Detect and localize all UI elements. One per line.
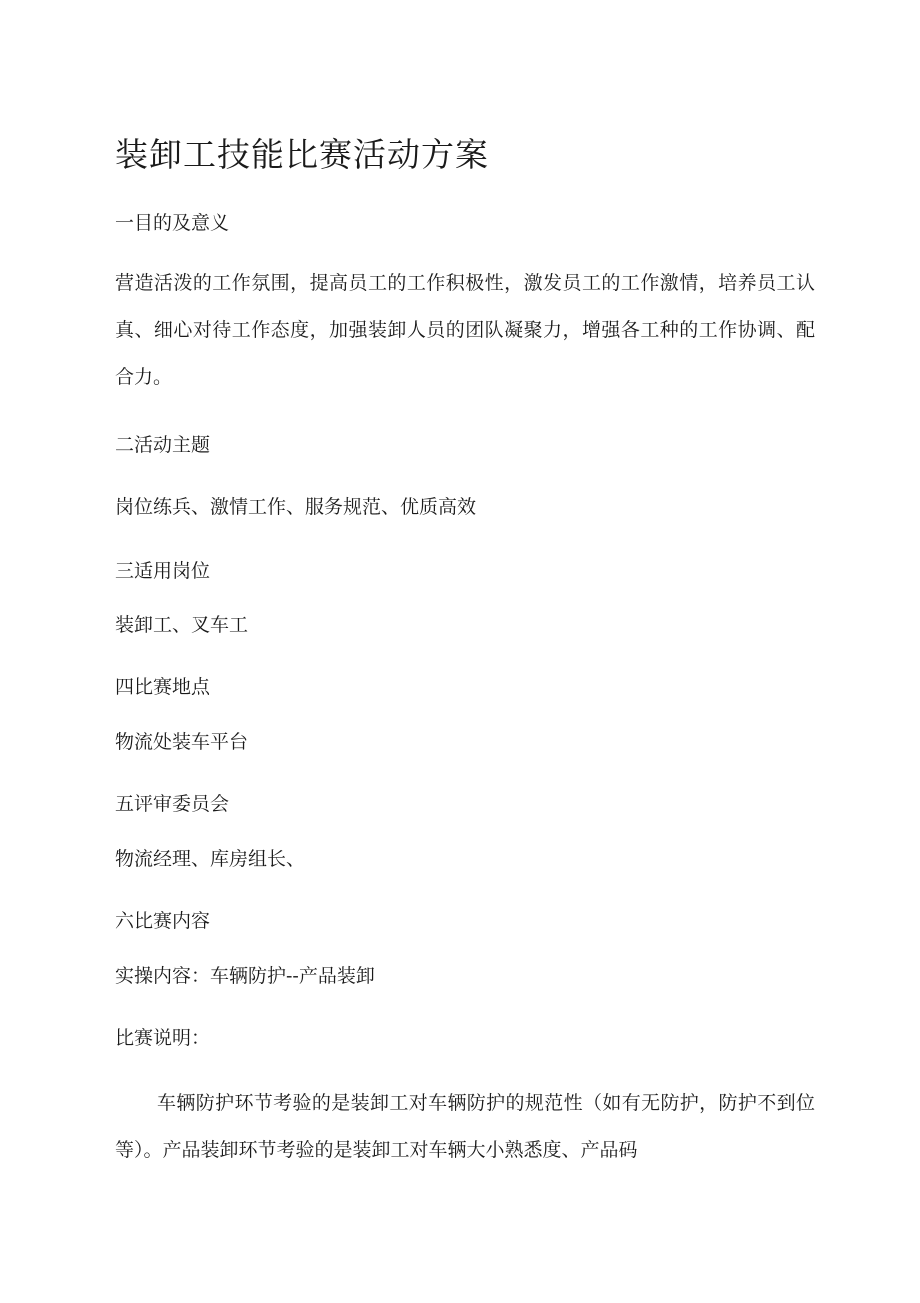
section-text-purpose: 营造活泼的工作氛围，提高员工的工作积极性，激发员工的工作激情，培养员工认真、细心对待工作态度，加强装卸人员的团队凝聚力，增强各工种的工作协调、配合力。 [115,272,815,388]
section-heading-theme: 二活动主题 [115,434,211,456]
section-text-theme: 岗位练兵、激情工作、服务规范、优质高效 [115,496,477,518]
document-title: 装卸工技能比赛活动方案 [115,135,489,174]
section-text-committee: 物流经理、库房组长、 [115,848,306,870]
section-text-notes: 车辆防护环节考验的是装卸工对车辆防护的规范性（如有无防护，防护不到位等）。产品装卸环节考验的是装卸工对车辆大小熟悉度、产品码 [115,1092,815,1161]
section-heading-content: 六比赛内容 [115,910,211,932]
section-text-content: 实操内容：车辆防护--产品装卸 [115,965,375,987]
section-text-location: 物流处装车平台 [115,731,249,753]
section-heading-location: 四比赛地点 [115,676,211,698]
section-heading-positions: 三适用岗位 [115,560,211,582]
section-heading-purpose: 一目的及意义 [115,212,230,234]
section-heading-committee: 五评审委员会 [115,793,230,815]
section-heading-notes: 比赛说明： [115,1027,211,1049]
section-text-positions: 装卸工、叉车工 [115,614,249,636]
